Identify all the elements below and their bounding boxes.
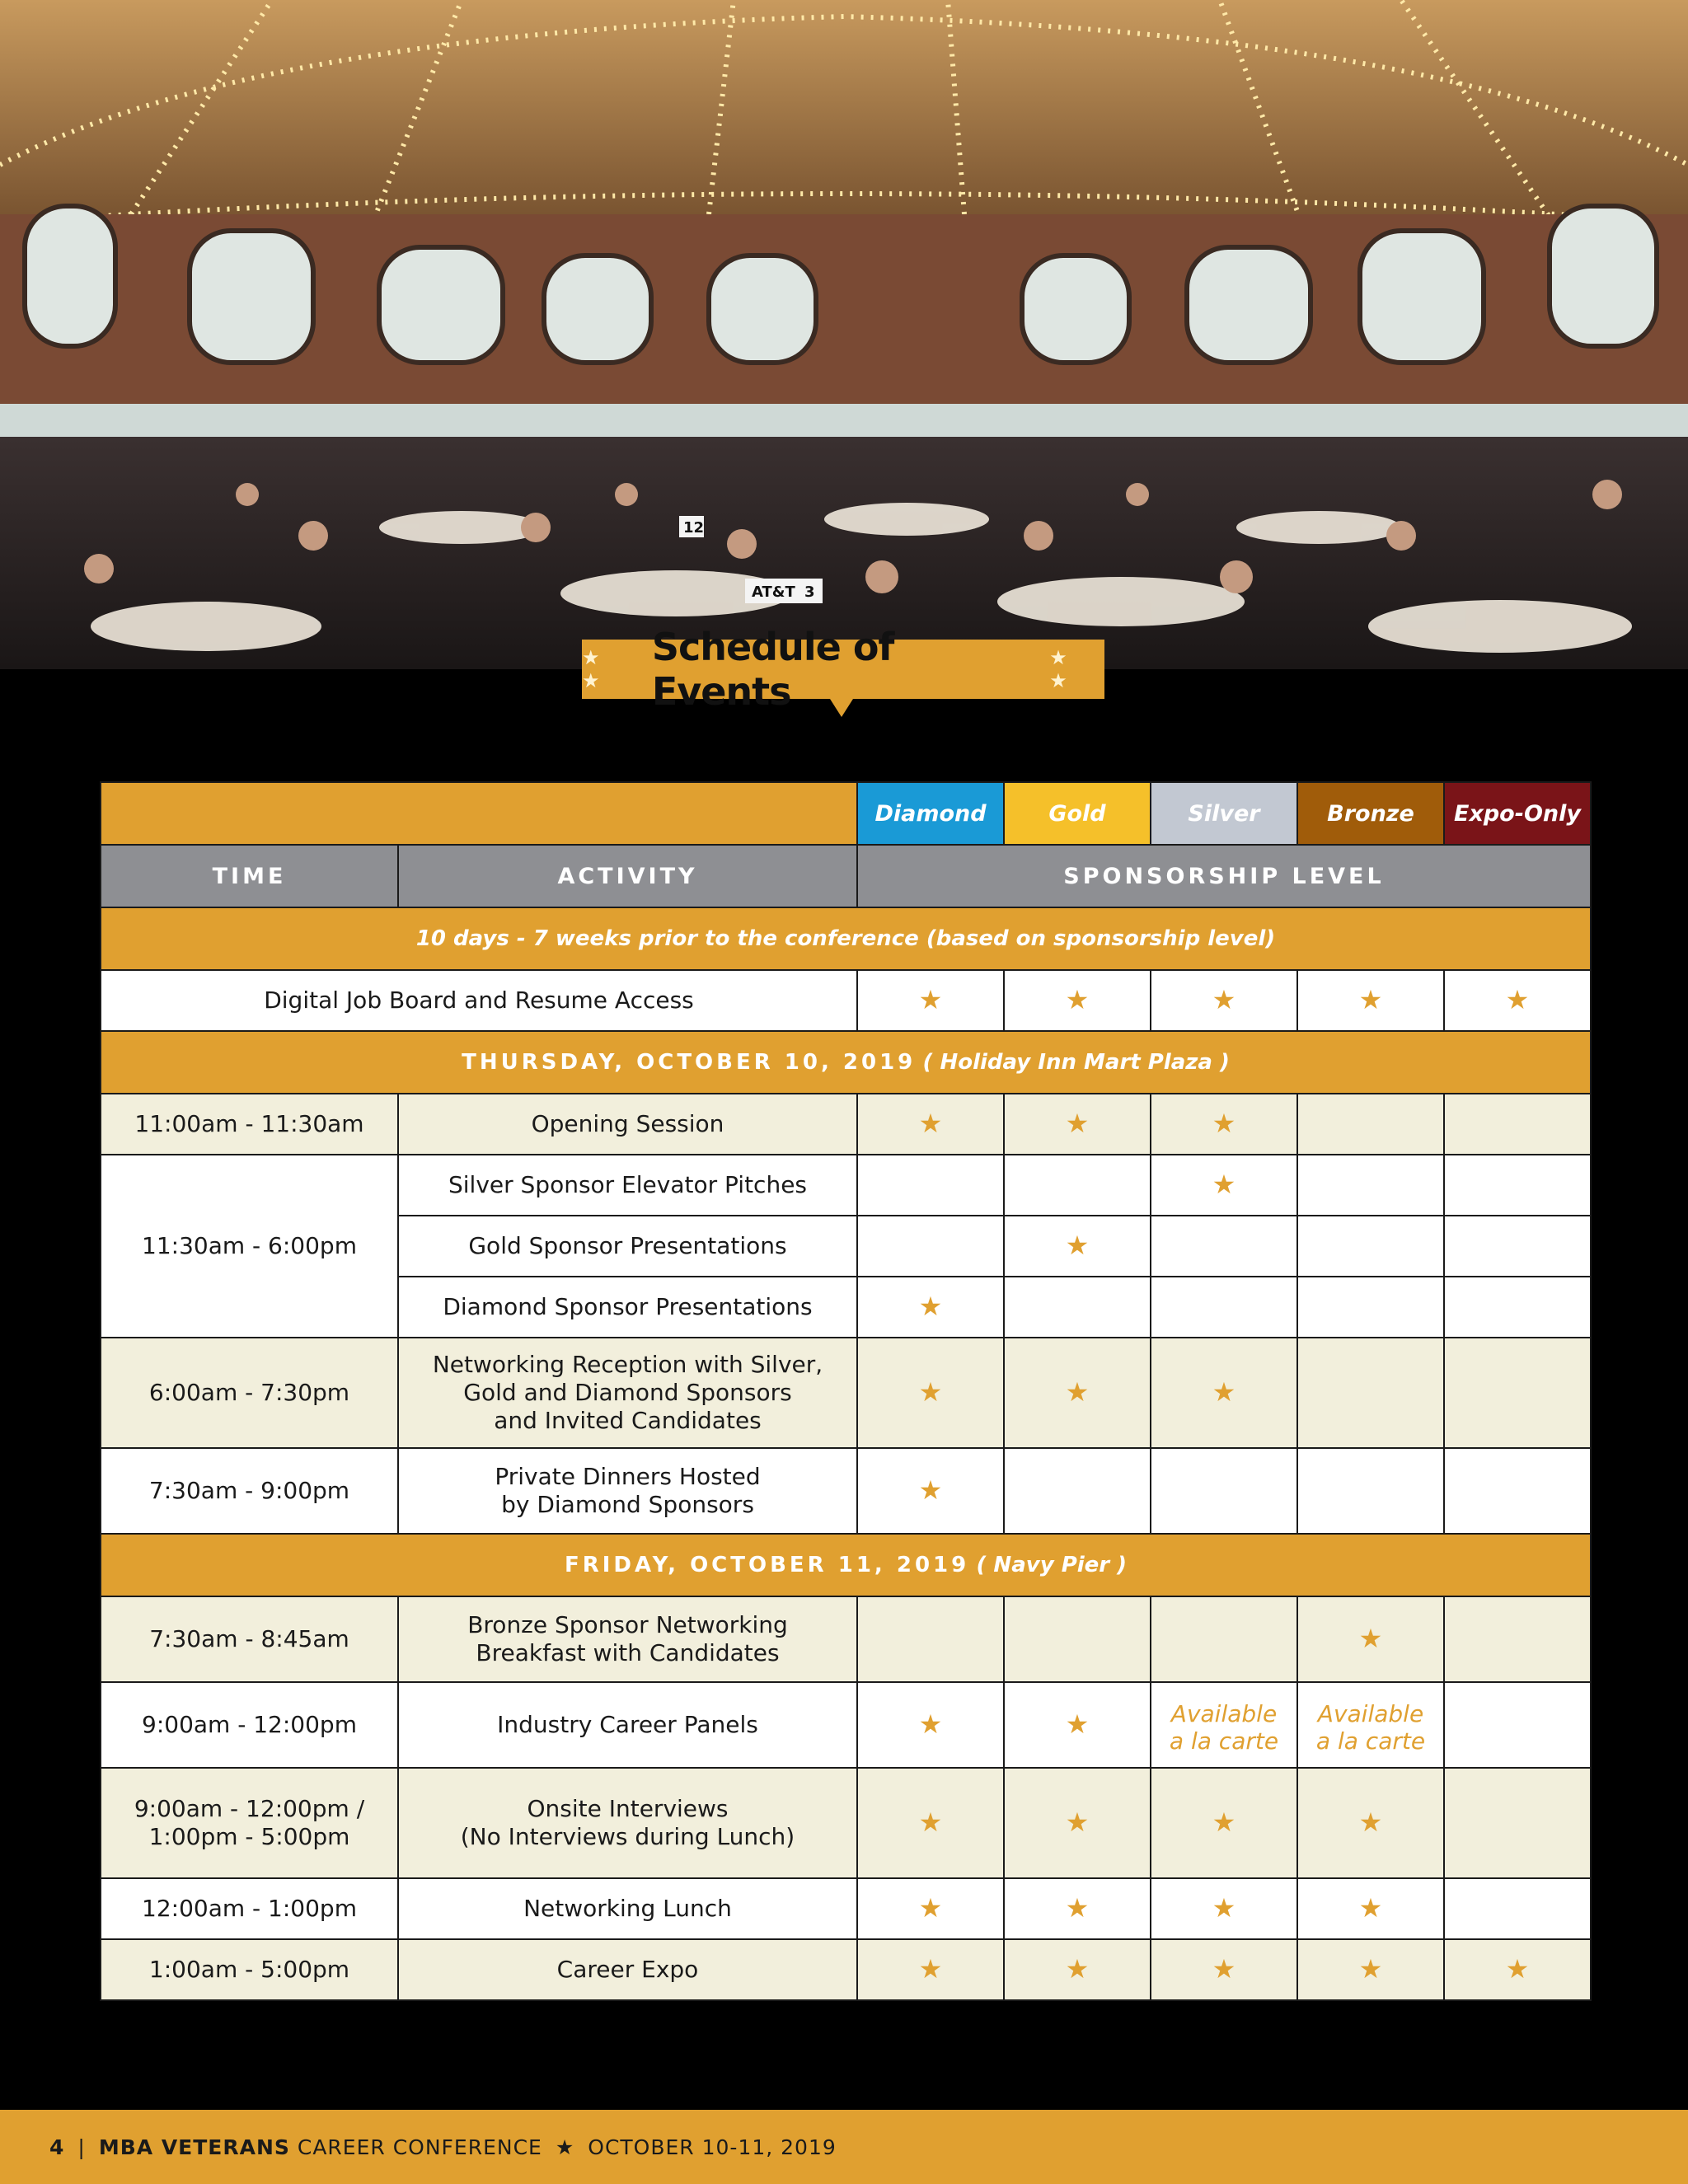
title-pointer: [830, 699, 853, 717]
column-sponsorship-level: SPONSORSHIP LEVEL: [857, 845, 1591, 907]
activity-cell: [398, 1448, 857, 1534]
footer-star-icon: ★: [555, 2135, 575, 2159]
star-icon: ★: [1065, 984, 1090, 1015]
star-icon: ★: [1212, 1807, 1236, 1838]
activity-line: by Diamond Sponsors: [501, 1491, 754, 1518]
activity-cell: Networking Lunch: [398, 1878, 857, 1939]
star-icon: ★: [1358, 1892, 1383, 1924]
star-icon: ★: [1212, 1108, 1236, 1139]
friday-venue: ( Navy Pier ): [976, 1553, 1128, 1577]
level-silver: Silver: [1151, 782, 1297, 845]
table-row: [101, 1878, 1591, 1939]
star-cell: [1004, 970, 1151, 1031]
level-header-blank: [101, 782, 857, 845]
schedule-table: [100, 781, 1592, 2001]
activity-cell: Silver Sponsor Elevator Pitches: [398, 1155, 857, 1216]
friday-band: [101, 1534, 1591, 1596]
star-icon: ★: [1212, 1953, 1236, 1985]
time-cell: 1:00am - 5:00pm: [101, 1939, 398, 2000]
friday-date: FRIDAY, OCTOBER 11, 2019: [564, 1553, 970, 1577]
a-la-carte-cell: [1297, 1682, 1444, 1768]
star-icon: ★: [918, 984, 943, 1015]
star-icon: ★: [918, 1953, 943, 1985]
activity-cell: [398, 1338, 857, 1448]
star-icon: ★: [1065, 1807, 1090, 1838]
page-number: 4: [49, 2135, 65, 2159]
level-diamond: Diamond: [857, 782, 1004, 845]
a-la-carte-cell: [1151, 1682, 1297, 1768]
thursday-band: [101, 1031, 1591, 1094]
star-icon: ★: [1505, 984, 1530, 1015]
sponsorship-level-header-row: [101, 782, 1591, 845]
table-row: [101, 1596, 1591, 1682]
star-icon: ★: [1065, 1953, 1090, 1985]
hero-photo-art: [0, 0, 1688, 669]
a-la-carte-line: a la carte: [1315, 1727, 1426, 1755]
activity-line: and Invited Candidates: [494, 1407, 762, 1434]
star-icon: ★: [918, 1291, 943, 1322]
activity-cell: Opening Session: [398, 1094, 857, 1155]
activity-cell: Industry Career Panels: [398, 1682, 857, 1768]
friday-band-label: [101, 1534, 1591, 1596]
star-icon: ★: [918, 1108, 943, 1139]
a-la-carte-line: a la carte: [1169, 1727, 1279, 1755]
time-cell: 11:00am - 11:30am: [101, 1094, 398, 1155]
thursday-band-label: [101, 1031, 1591, 1094]
thursday-date: THURSDAY, OCTOBER 10, 2019: [462, 1050, 917, 1075]
star-icon: ★: [918, 1376, 943, 1408]
activity-cell: Digital Job Board and Resume Access: [101, 970, 857, 1031]
star-icon: ★: [1065, 1108, 1090, 1139]
activity-line: Private Dinners Hosted: [495, 1463, 761, 1490]
star-icon: ★: [918, 1708, 943, 1740]
page-footer: [0, 2110, 1688, 2184]
photo-sign-att: AT&T: [752, 583, 795, 601]
table-row: [101, 1939, 1591, 2000]
activity-cell: Gold Sponsor Presentations: [398, 1216, 857, 1277]
star-icon: ★: [1212, 1169, 1236, 1200]
column-time: TIME: [101, 845, 398, 907]
schedule-title-badge: [582, 625, 1104, 714]
time-line: 1:00pm - 5:00pm: [148, 1823, 350, 1850]
time-cell: 7:30am - 9:00pm: [101, 1448, 398, 1534]
time-cell: 9:00am - 12:00pm: [101, 1682, 398, 1768]
star-icon: ★: [1065, 1230, 1090, 1261]
photo-table-number-12: 12: [683, 519, 705, 537]
table-row: [101, 1682, 1591, 1768]
footer-event: CAREER CONFERENCE: [297, 2135, 542, 2159]
column-header-row: [101, 845, 1591, 907]
table-row: [101, 1094, 1591, 1155]
a-la-carte-line: Available: [1170, 1700, 1278, 1727]
star-cell: [857, 970, 1004, 1031]
activity-line: Onsite Interviews: [527, 1795, 729, 1822]
footer-org: MBA VETERANS: [98, 2135, 290, 2159]
activity-cell: [398, 1596, 857, 1682]
title-stars-left: ★ ★: [582, 646, 605, 692]
star-cell: [1151, 970, 1297, 1031]
a-la-carte-line: Available: [1317, 1700, 1424, 1727]
star-icon: ★: [918, 1892, 943, 1924]
table-row: [101, 970, 1591, 1031]
footer-dates: OCTOBER 10-11, 2019: [588, 2135, 837, 2159]
star-icon: ★: [1065, 1708, 1090, 1740]
title-stars-right: ★ ★: [1049, 646, 1072, 692]
star-icon: ★: [1358, 1807, 1383, 1838]
photo-table-number-3: 3: [804, 583, 815, 601]
level-gold: Gold: [1004, 782, 1151, 845]
table-row: [101, 1155, 1591, 1216]
star-icon: ★: [1358, 1953, 1383, 1985]
activity-line: Bronze Sponsor Networking: [467, 1611, 788, 1638]
time-cell: 11:30am - 6:00pm: [101, 1155, 398, 1338]
time-line: 9:00am - 12:00pm /: [134, 1795, 365, 1822]
time-cell: 7:30am - 8:45am: [101, 1596, 398, 1682]
activity-line: (No Interviews during Lunch): [460, 1823, 795, 1850]
table-row: [101, 1448, 1591, 1534]
page-title: Schedule of Events: [651, 625, 894, 714]
activity-line: Breakfast with Candidates: [476, 1639, 780, 1666]
prior-band-label: 10 days - 7 weeks prior to the conference (based on sponsorship level): [101, 907, 1591, 970]
star-cell: [1444, 970, 1591, 1031]
star-cell: [1297, 970, 1444, 1031]
hero-photo: [0, 0, 1688, 669]
star-icon: ★: [1212, 1892, 1236, 1924]
activity-cell: Career Expo: [398, 1939, 857, 2000]
star-icon: ★: [1212, 1376, 1236, 1408]
thursday-venue: ( Holiday Inn Mart Plaza ): [922, 1050, 1230, 1075]
activity-line: Gold and Diamond Sponsors: [463, 1379, 792, 1406]
activity-cell: Diamond Sponsor Presentations: [398, 1277, 857, 1338]
activity-cell: [398, 1768, 857, 1878]
star-icon: ★: [1065, 1892, 1090, 1924]
star-icon: ★: [918, 1807, 943, 1838]
footer-divider: |: [77, 2135, 86, 2159]
time-cell: [101, 1768, 398, 1878]
star-icon: ★: [1505, 1953, 1530, 1985]
prior-band: [101, 907, 1591, 970]
table-row: [101, 1768, 1591, 1878]
star-icon: ★: [1065, 1376, 1090, 1408]
level-bronze: Bronze: [1297, 782, 1444, 845]
activity-line: Networking Reception with Silver,: [432, 1351, 823, 1378]
time-cell: 6:00am - 7:30pm: [101, 1338, 398, 1448]
table-row: [101, 1338, 1591, 1448]
star-icon: ★: [1358, 984, 1383, 1015]
column-activity: ACTIVITY: [398, 845, 857, 907]
star-icon: ★: [1358, 1623, 1383, 1654]
level-expo-only: Expo-Only: [1444, 782, 1591, 845]
time-cell: 12:00am - 1:00pm: [101, 1878, 398, 1939]
star-icon: ★: [1212, 984, 1236, 1015]
star-icon: ★: [918, 1474, 943, 1506]
